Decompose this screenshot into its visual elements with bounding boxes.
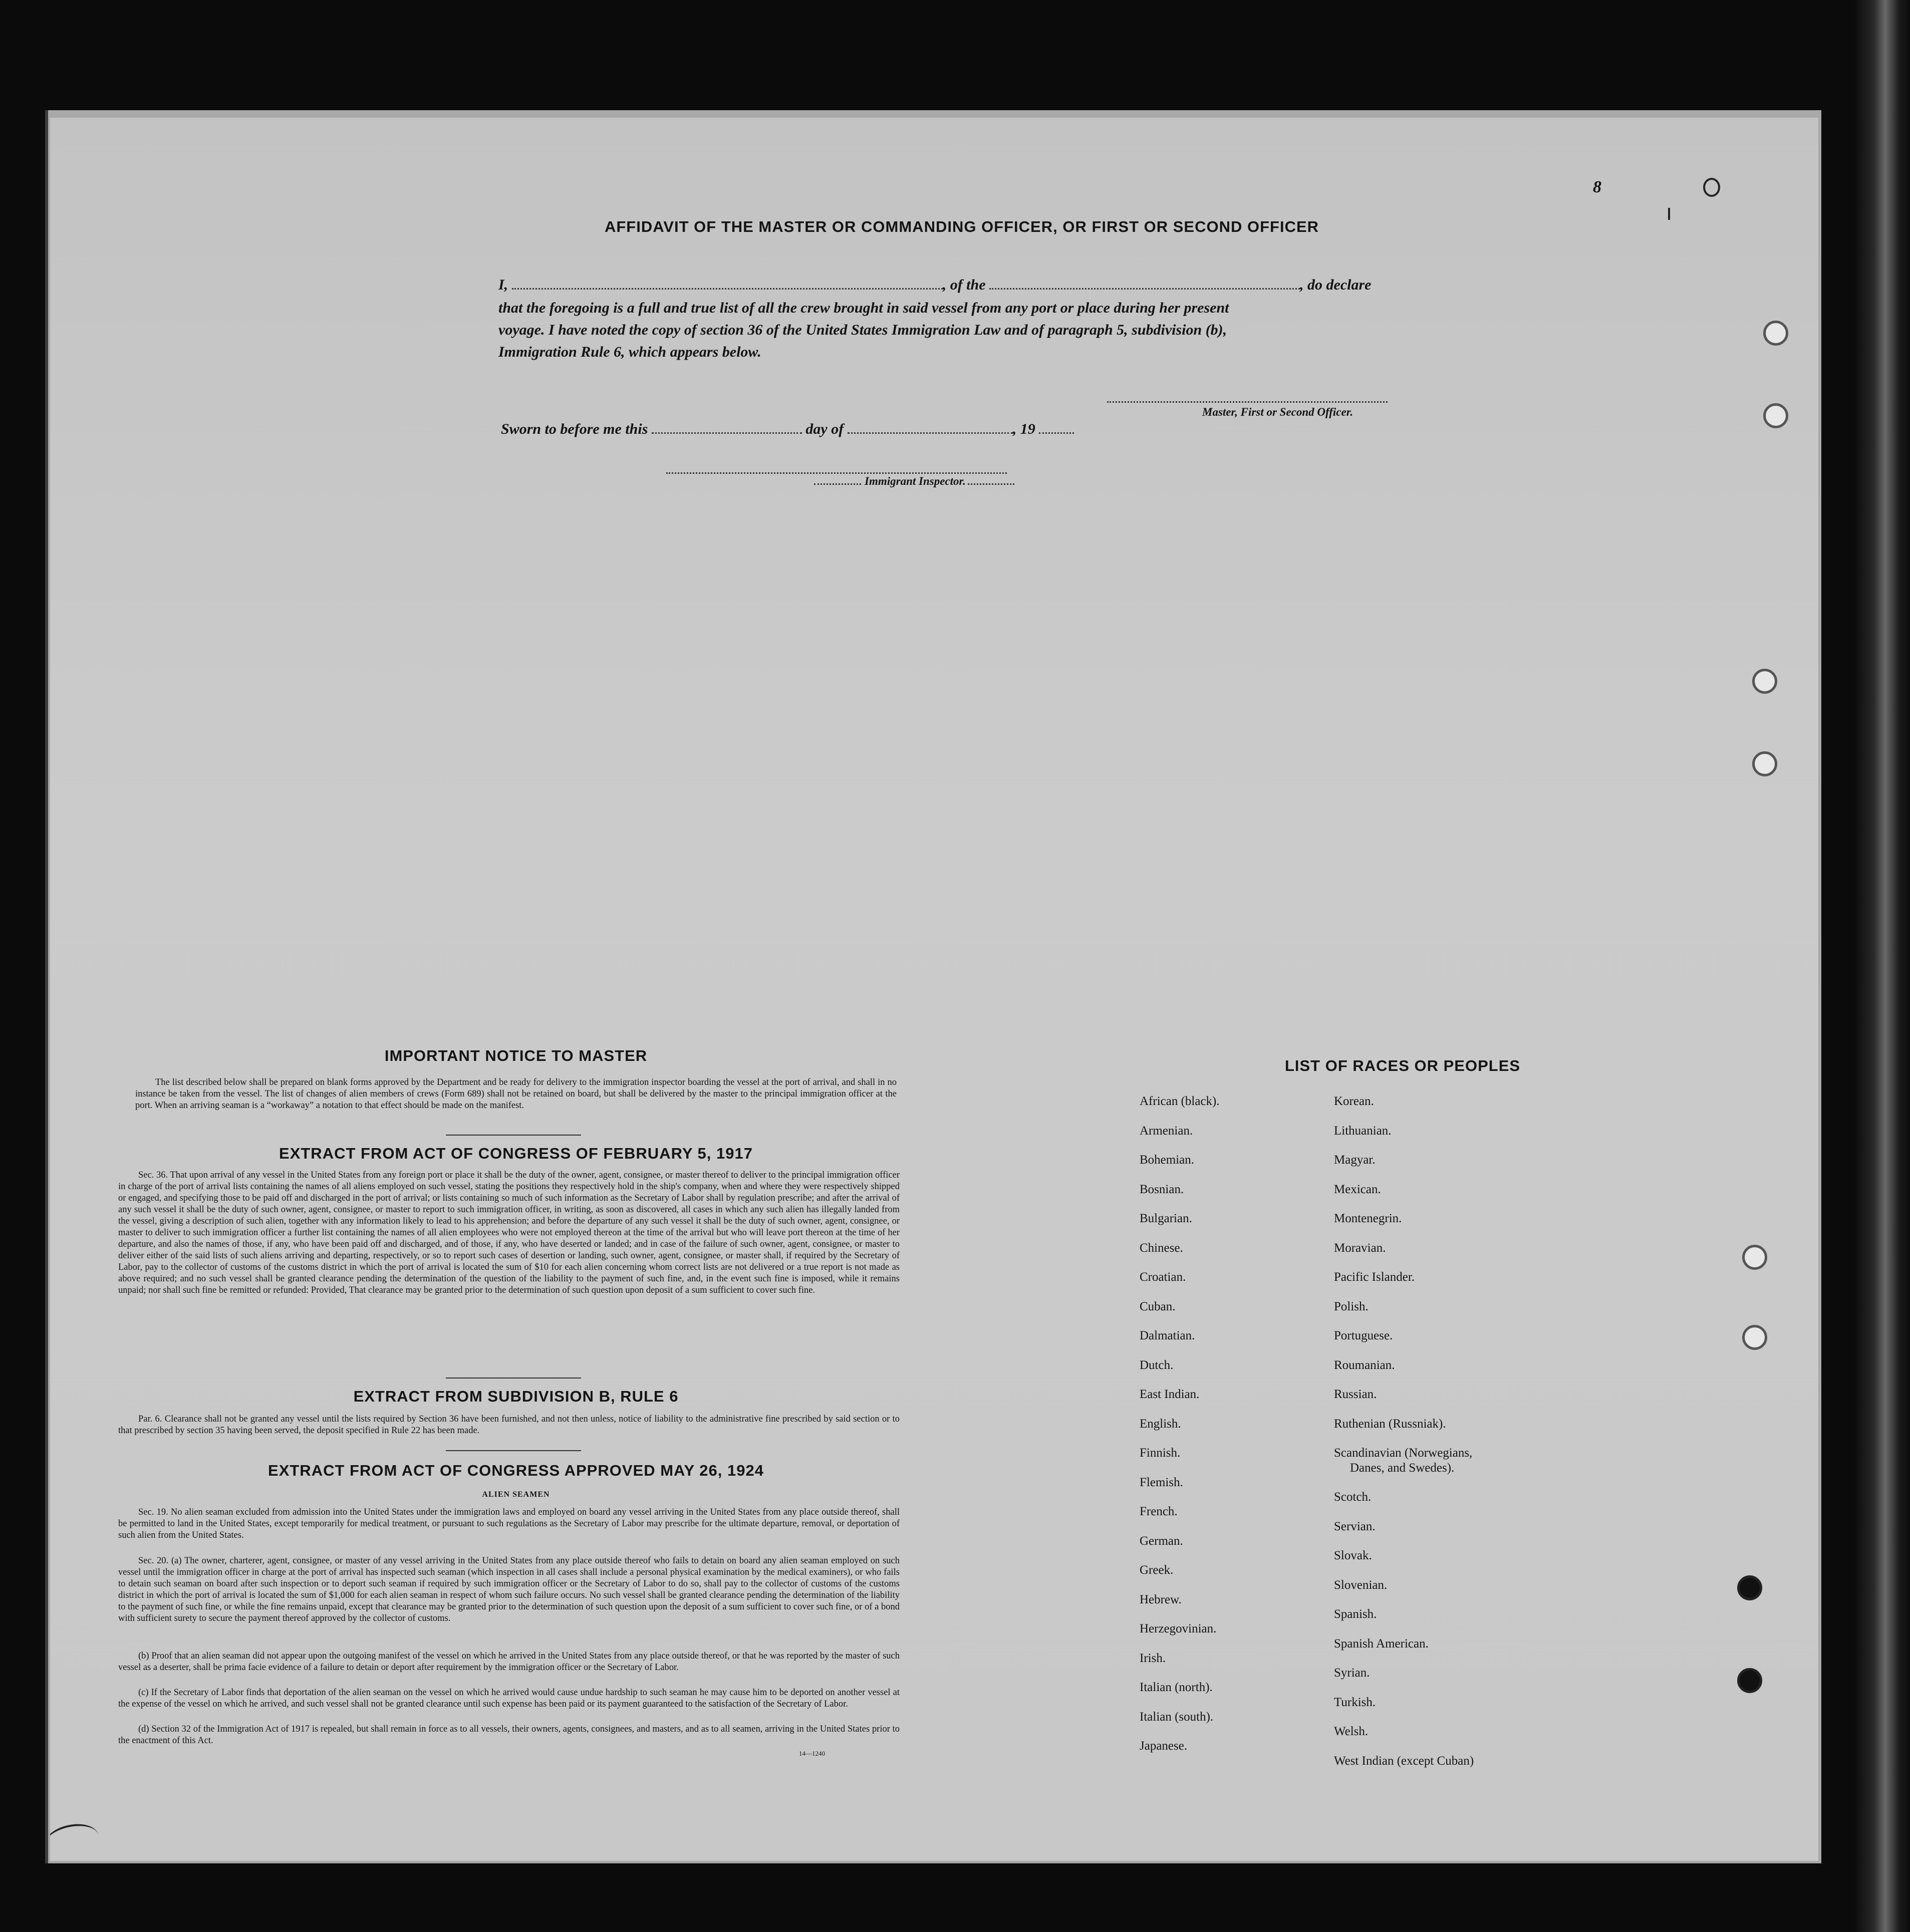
page-number-mark: 8 [1593, 178, 1601, 196]
race-entry: Italian (south). [1140, 1710, 1214, 1724]
sworn-day-blank[interactable] [652, 421, 802, 434]
race-entry: Bohemian. [1140, 1153, 1195, 1167]
race-entry: Roumanian. [1334, 1358, 1395, 1372]
affidavit-declare: , do declare [1300, 277, 1372, 293]
act-1924-sec-20a: Sec. 20. (a) The owner, charterer, agent, consignee, or master of any vessel arriving in the United States from any place outside thereof who fails to detain on board any alien seaman employed on such vessel until the immigration officer in charge at the port of arrival has inspected such seaman (which inspection in all cases shall include a personal physical examination by the medical examiners), or who fails to detain such seaman on board after such inspection or to deport such seaman if required by such immigration officer or the Secretary of Labor to do so, shall pay to the collector of customs of the customs district in which the port of arrival is located the sum of $1,000 for each alien seaman in respect of whom such failure occurs. No such vessel shall be granted clearance pending the determination of the liability to the payment of such fine, or while the fine remains unpaid, except that clearance may be granted prior to the determination of such question upon the deposit of a sum sufficient to cover such fine, or of a bond with sufficient surety to secure the payment thereof approved by the collector of customs. [118, 1556, 900, 1623]
race-entry: Spanish. [1334, 1607, 1377, 1621]
race-entry: Spanish American. [1334, 1636, 1429, 1650]
race-entry: Greek. [1140, 1563, 1174, 1577]
race-entry: Finnish. [1140, 1446, 1181, 1460]
race-entry: Italian (north). [1140, 1681, 1213, 1694]
races-right-column [1334, 1087, 1634, 1776]
race-entry: Danes, and Swedes). [1350, 1461, 1455, 1475]
race-entry: Scotch. [1334, 1490, 1372, 1504]
binder-hole [1737, 1575, 1762, 1600]
race-entry: Moravian. [1334, 1241, 1386, 1255]
race-entry: Russian. [1334, 1388, 1377, 1401]
tick-mark [1668, 208, 1670, 220]
race-entry: Croatian. [1140, 1270, 1186, 1284]
act-1917-title: EXTRACT FROM ACT OF CONGRESS OF FEBRUARY 5, 1917 [279, 1145, 753, 1162]
form-number: 14—1240 [799, 1750, 825, 1757]
sworn-day-of: day of [805, 421, 844, 437]
race-entry: Ruthenian (Russniak). [1334, 1417, 1446, 1431]
race-entry: Servian. [1334, 1519, 1376, 1533]
binder-hole [1742, 1245, 1767, 1270]
race-entry: French. [1140, 1505, 1178, 1518]
race-entry: Japanese. [1140, 1739, 1188, 1753]
affidavit-i: I, [498, 277, 508, 293]
sworn-month-blank[interactable] [848, 421, 1013, 434]
race-entry: Dutch. [1140, 1358, 1174, 1372]
notice-title: IMPORTANT NOTICE TO MASTER [384, 1047, 648, 1064]
binder-hole [1763, 321, 1788, 346]
margin-pen-mark [50, 1819, 102, 1861]
rule-6-body: Par. 6. Clearance shall not be granted any vessel until the lists required by Section 36 have been furnished, and not then unless, notice of liability to the administrative fine prescribed by said section or to that prescribed by section 35 having been served, the deposit specified in Rule 22 has been made. [118, 1414, 900, 1436]
race-entry: Bulgarian. [1140, 1212, 1192, 1225]
act-1924-sec-20d: (d) Section 32 of the Immigration Act of 1917 is repealed, but shall remain in force as to all vessels, their owners, agents, consignees, and masters, and as to all seamen, arriving in the United States prior to the enactment of this Act. [118, 1724, 900, 1746]
sworn-text: Sworn to before me this [501, 421, 648, 437]
race-entry: Portuguese. [1334, 1329, 1393, 1342]
race-entry: Korean. [1334, 1094, 1374, 1108]
master-signature-line[interactable] [1107, 400, 1388, 403]
race-entry: Dalmatian. [1140, 1329, 1195, 1342]
race-entry: Scandinavian (Norwegians, [1334, 1446, 1473, 1460]
inspector-caption: Immigrant Inspector. [863, 475, 968, 488]
race-entry: Cuban. [1140, 1299, 1176, 1313]
race-entry: Mexican. [1334, 1182, 1381, 1196]
master-signature-caption: Master, First or Second Officer. [1202, 406, 1353, 418]
race-entry: Irish. [1140, 1651, 1166, 1665]
vessel-name-blank[interactable] [989, 277, 1300, 290]
races-title: LIST OF RACES OR PEOPLES [1284, 1057, 1521, 1074]
document-page [50, 118, 1818, 1861]
act-1917-body: Sec. 36. That upon arrival of any vessel in the United States from any foreign port or place it shall be the duty of the owner, agent, consignee, or master thereof to deliver to the principal immigration officer in charge of the port of arrival lists containing the names of all aliens employed on such vessel, stating the positions they respectively hold in the ship's company, when and where they were respectively shipped or engaged, and specifying those to be paid off and discharged in the port of arrival; or lists containing so much of such information as the Secretary of Labor shall by regulation prescribe; and after the arrival of any such vessel it shall be the duty of such owner, agent, consignee, or master to report to such immigration officer, in writing, as soon as discovered, all cases in which any such alien has illegally landed from the vessel, giving a description of such alien, together with any information likely to lead to his apprehension; and before the departure of any such vessel it shall be the duty of such owner, agent, consignee, or master to deliver to such immigration officer a further list containing the names of all alien employees who were not employed thereon at the time of the arrival but who will leave port thereon at the time of her departure, and also the names of those, if any, who have been paid off and discharged, and of those, if any, who have deserted or landed; and in case of the failure of such owner, agent, consignee, or master to deliver either of the said lists of such aliens arriving and departing, respectively, or so to report such cases of desertion or landing, such owner, agent, consignee, or master shall, if required by the Secretary of Labor, pay to the collector of customs of the customs district in which the port of arrival is located the sum of $10 for each alien concerning whom correct lists are not delivered or a true report is not made as above required; and no such vessel shall be granted clearance pending the determination of the question of the liability to the payment of such fine, and, in the event such fine is imposed, while it remains unpaid; nor shall such fine be remitted or refunded: Provided, That clearance may be granted prior to the determination of such question upon deposit of a sum sufficient to cover such fine. [118, 1170, 900, 1295]
race-entry: Montenegrin. [1334, 1212, 1402, 1225]
act-1924-sec-19: Sec. 19. No alien seaman excluded from admission into the United States under the immigration laws and employed on board any vessel arriving in the United States from any place outside thereof, shall be permitted to land in the United States, except temporarily for medical treatment, or pursuant to such regulations as the Secretary of Labor may prescribe for the ultimate departure, removal, or deportation of such alien from the United States. [118, 1507, 900, 1540]
race-entry: Lithuanian. [1334, 1124, 1392, 1138]
race-entry: West Indian (except Cuban) [1334, 1754, 1474, 1768]
divider [446, 1135, 581, 1136]
binder-hole [1737, 1668, 1762, 1693]
race-entry: English. [1140, 1417, 1181, 1431]
race-entry: East Indian. [1140, 1388, 1200, 1401]
race-entry: Slovak. [1334, 1549, 1372, 1562]
binder-hole [1742, 1325, 1767, 1350]
affidavit-line-2: that the foregoing is a full and true list of all the crew brought in said vessel from any port or place during her present [498, 300, 1229, 316]
race-entry: Polish. [1334, 1299, 1369, 1313]
affidavit-line-1 [498, 274, 1371, 296]
race-entry: German. [1140, 1534, 1183, 1548]
sworn-year: , 19 [1012, 421, 1035, 437]
act-1924-sec-20c: (c) If the Secretary of Labor finds that deportation of the alien seaman on the vessel on which he arrived would cause undue hardship to such seaman he may cause him to be deported on another vessel at the expense of the vessel on which he arrived, and such vessel shall not be granted clearance until such expense has been paid or its payment guaranteed to the satisfaction of the Secretary of Labor. [118, 1688, 900, 1709]
affidavit-line-3: voyage. I have noted the copy of section 36 of the United States Immigration Law and of paragraph 5, subdivision (b), [498, 322, 1227, 338]
affidavit-of-the: , of the [942, 277, 986, 293]
race-entry: Syrian. [1334, 1666, 1370, 1680]
race-entry: Bosnian. [1140, 1182, 1184, 1196]
book-binding [1855, 0, 1910, 1932]
sworn-line [501, 418, 1074, 440]
act-1924-sec-20b: (b) Proof that an alien seaman did not appear upon the outgoing manifest of the vessel on which he arrived in the United States from any place outside thereof, or that he was reported by the master of such vessel as a deserter, shall be prima facie evidence of a failure to detain or deport after requirement by the immigration officer or the Secretary of Labor. [118, 1651, 900, 1673]
race-entry: Armenian. [1140, 1124, 1193, 1138]
act-1924-title: EXTRACT FROM ACT OF CONGRESS APPROVED MAY 26, 1924 [268, 1462, 764, 1479]
affidavit-line-4: Immigration Rule 6, which appears below. [498, 344, 761, 360]
race-entry: Magyar. [1334, 1153, 1376, 1167]
binder-hole [1752, 751, 1777, 776]
inspector-signature-line[interactable] [666, 471, 1007, 474]
race-entry: Welsh. [1334, 1725, 1369, 1738]
binder-hole [1763, 403, 1788, 428]
race-entry: Herzegovinian. [1140, 1622, 1217, 1635]
race-entry: Slovenian. [1334, 1578, 1388, 1592]
rule-6-title: EXTRACT FROM SUBDIVISION B, RULE 6 [353, 1388, 679, 1405]
race-entry: Hebrew. [1140, 1592, 1182, 1606]
divider [446, 1450, 581, 1451]
race-entry: Pacific Islander. [1334, 1270, 1415, 1284]
circle-mark-icon [1703, 178, 1720, 197]
race-entry: African (black). [1140, 1094, 1220, 1108]
race-entry: Chinese. [1140, 1241, 1183, 1255]
act-1924-subtitle: ALIEN SEAMEN [482, 1490, 550, 1499]
race-entry: Flemish. [1140, 1475, 1183, 1489]
race-entry: Turkish. [1334, 1695, 1376, 1709]
sworn-year-blank[interactable] [1039, 421, 1074, 434]
divider [446, 1377, 581, 1378]
binder-hole [1752, 669, 1777, 694]
notice-body: The list described below shall be prepared on blank forms approved by the Department and be ready for delivery to the immigration inspector boarding the vessel at the port of arrival, and shall in no instance be taken from the vessel. The list of changes of alien members of crews (Form 689) shall not be retained on board, but shall be delivered by the master to the principal immigration officer at the port. When an arriving seaman is a “workaway” a notation to that effect should be made on the manifest. [135, 1077, 897, 1111]
master-name-blank[interactable] [512, 277, 943, 290]
affidavit-title: AFFIDAVIT OF THE MASTER OR COMMANDING OFFICER, OR FIRST OR SECOND OFFICER [604, 218, 1319, 235]
